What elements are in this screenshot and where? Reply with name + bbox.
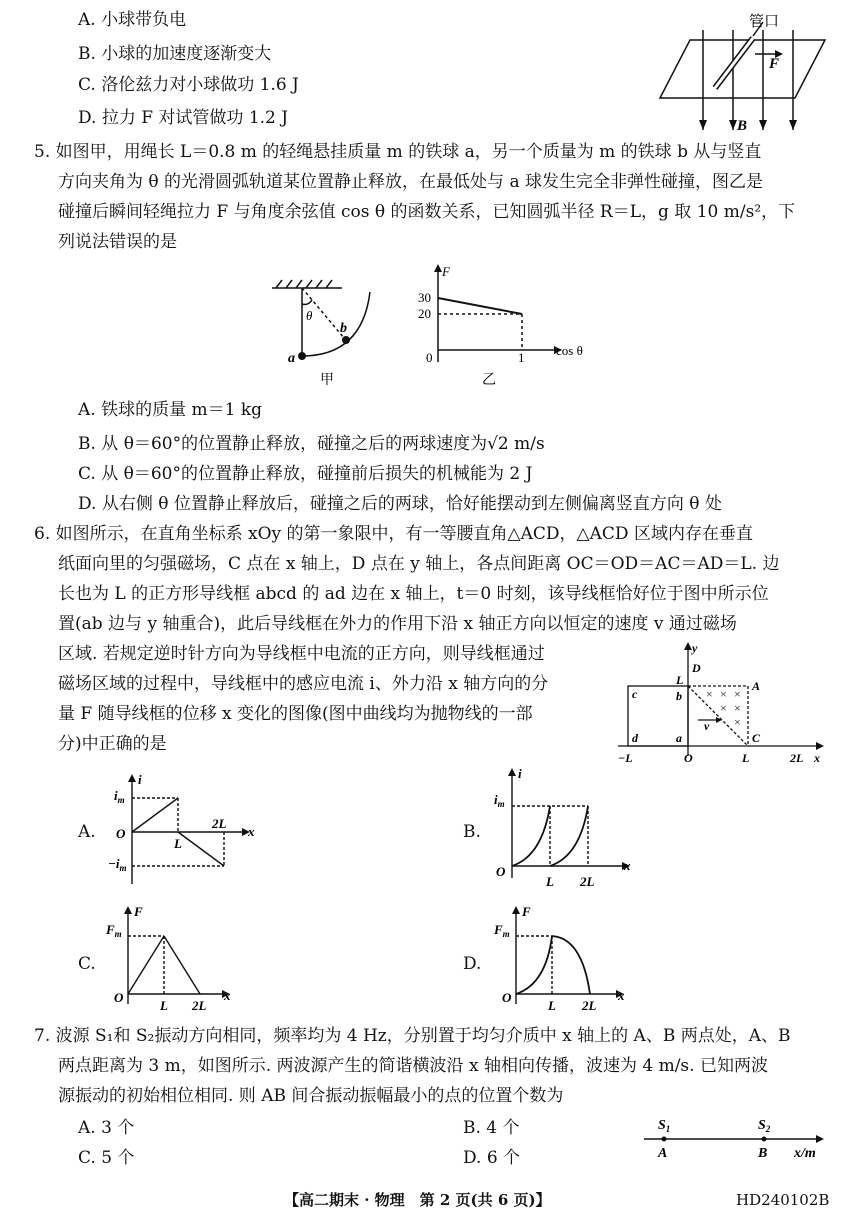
q5-figure-jia — [262, 270, 392, 388]
q6-Lx-label: L — [742, 751, 750, 765]
svg-text:×: × — [706, 687, 713, 701]
q6-c-label: c — [632, 687, 638, 701]
q7-option-a: A. 3 个 — [78, 1118, 135, 1138]
q6-y-label: y — [692, 641, 698, 655]
q6-c-L-label: L — [160, 998, 168, 1012]
svg-text:×: × — [720, 687, 727, 701]
q5-theta-label: θ — [306, 308, 313, 323]
q4-option-b: B. 小球的加速度逐渐变大 — [78, 44, 272, 64]
q6-d-O-label: O — [502, 990, 512, 1005]
q6-stem-line4: 置(ab 边与 y 轴重合)，此后导线框在外力的作用下沿 x 轴正方向以恒定的速度 v 通过磁场 — [58, 614, 737, 634]
q5-ball-a-label: a — [288, 351, 295, 366]
q7-option-c: C. 5 个 — [78, 1148, 135, 1168]
q6-D-label: D — [692, 661, 701, 675]
q6-b-L-label: L — [546, 874, 554, 889]
q4-field-label: B — [737, 118, 748, 134]
q4-option-c: C. 洛伦兹力对小球做功 1.6 J — [78, 75, 299, 95]
q6-d-fm-label: $F_m$ — [494, 922, 510, 939]
svg-text:×: × — [720, 701, 727, 715]
q6-main-figure — [614, 640, 826, 766]
q5-ball-b-label: b — [340, 321, 347, 336]
q6-c-O-label: O — [114, 990, 124, 1005]
q6-b-im-label: $i_m$ — [494, 792, 505, 809]
q4-force-label: F — [769, 56, 780, 72]
q6-a-2L-label: 2L — [212, 816, 227, 831]
q6-a-im-label: $i_m$ — [114, 788, 125, 805]
q4-tube-mouth-label: 管口 — [749, 14, 780, 30]
q5-option-a: A. 铁球的质量 m＝1 kg — [78, 400, 263, 420]
q6-v-label: v — [704, 719, 710, 733]
q6-stem-line3: 长也为 L 的正方形导线框 abcd 的 ad 边在 x 轴上，t＝0 时刻，该导线框恰好位于图中所示位 — [58, 584, 769, 604]
q6-stem-line6: 磁场区域的过程中，导线框中的感应电流 i、外力沿 x 轴方向的分 — [58, 674, 549, 694]
q5-stem-line3: 碰撞后瞬间轻绳拉力 F 与角度余弦值 cos θ 的函数关系，已知圆弧半径 R＝L，g 取 10 m/s²，下 — [58, 202, 796, 222]
q5-stem-line1: 5. 如图甲，用绳长 L＝0.8 m 的轻绳悬挂质量 m 的铁球 a，另一个质量为 m 的铁球 b 从与竖直 — [34, 142, 762, 162]
q6-option-b-letter: B. — [463, 822, 481, 842]
footer-page-info: 【高二期末 · 物理 第 2 页(共 6 页)】 — [284, 1191, 551, 1209]
q6-a-neg-im-label: $-i_m$ — [108, 856, 127, 873]
q7-s1-label: $S_1$ — [658, 1118, 671, 1134]
q6-a-label: a — [676, 731, 682, 745]
q7-stem-line2: 两点距离为 3 m，如图所示. 两波源产生的简谐横波沿 x 轴相向传播，波速为 4 m/s. 已知两波 — [58, 1056, 768, 1076]
q6-stem-line1: 6. 如图所示，在直角坐标系 xOy 的第一象限中，有一等腰直角△ACD，△ACD 区域内存在垂直 — [34, 524, 753, 544]
q6-b-label: b — [676, 689, 682, 703]
q6-option-a-graph — [106, 772, 256, 890]
q7-A-label: A — [658, 1146, 668, 1161]
q6-2L-label: 2L — [790, 751, 804, 765]
q5-x1-label: 1 — [518, 350, 525, 365]
q6-a-L-label: L — [174, 836, 182, 851]
q7-B-label: B — [758, 1146, 768, 1161]
q6-c-ylabel: F — [134, 904, 143, 919]
q6-x-label: x — [814, 751, 820, 765]
q6-O-label: O — [684, 751, 693, 765]
q5-caption-yi: 乙 — [482, 373, 496, 388]
q6-option-c-graph — [106, 904, 236, 1012]
q6-stem-line7: 量 F 随导线框的位移 x 变化的图像(图中曲线均为抛物线的一部 — [58, 704, 533, 724]
q6-d-ylabel: F — [522, 904, 531, 919]
q5-stem-line2: 方向夹角为 θ 的光滑圆弧轨道某位置静止释放，在最低处与 a 球发生完全非弹性碰撞，图乙是 — [58, 172, 763, 192]
q6-d-2L-label: 2L — [582, 998, 597, 1012]
q5-cos-axis-label: cos θ — [556, 343, 583, 358]
q6-minusL-label: −L — [618, 751, 633, 765]
q6-d-x-label: x — [618, 988, 625, 1003]
q5-option-b: B. 从 θ＝60°的位置静止释放，碰撞之后的两球速度为√2 m/s — [78, 434, 545, 454]
footer-code: HD240102B — [736, 1191, 830, 1209]
svg-text:×: × — [734, 687, 741, 701]
q6-b-O-label: O — [496, 864, 506, 879]
q6-d-L-label: L — [548, 998, 556, 1012]
q7-option-b: B. 4 个 — [463, 1118, 520, 1138]
svg-text:×: × — [734, 715, 741, 729]
q6-A-label: A — [752, 679, 761, 693]
q5-stem-line4: 列说法错误的是 — [58, 232, 177, 252]
q6-b-2L-label: 2L — [580, 874, 595, 889]
q5-y20-label: 20 — [418, 306, 431, 321]
q6-option-d-graph — [490, 904, 630, 1012]
q7-stem-line1: 7. 波源 S₁和 S₂振动方向相同，频率均为 4 Hz，分别置于均匀介质中 x 轴上的 A、B 两点处，A、B — [34, 1026, 791, 1046]
q7-source-figure — [640, 1112, 830, 1162]
q6-a-O-label: O — [116, 826, 126, 841]
q6-d-label: d — [632, 731, 638, 745]
q4-option-d: D. 拉力 F 对试管做功 1.2 J — [78, 108, 289, 128]
q5-figure-yi — [408, 262, 588, 388]
q7-xm-label: x/m — [794, 1146, 816, 1161]
q5-F-axis-label: F — [442, 264, 450, 279]
q6-Ly-label: L — [676, 673, 684, 687]
q5-y30-label: 30 — [418, 290, 431, 305]
q6-c-x-label: x — [224, 988, 231, 1003]
q4-tube-figure — [655, 8, 835, 136]
q6-b-x-label: x — [624, 858, 631, 873]
q6-stem-line5: 区域. 若规定逆时针方向为导线框中电流的正方向，则导线框通过 — [58, 644, 545, 664]
q6-a-x-label: x — [248, 824, 255, 839]
q6-c-fm-label: $F_m$ — [106, 922, 122, 939]
q6-option-d-letter: D. — [463, 954, 482, 974]
q7-option-d: D. 6 个 — [463, 1148, 521, 1168]
svg-text:×: × — [734, 701, 741, 715]
q6-option-b-graph — [490, 766, 635, 892]
q5-caption-jia: 甲 — [320, 373, 334, 388]
q4-option-a: A. 小球带负电 — [78, 10, 187, 30]
q6-option-c-letter: C. — [78, 954, 96, 974]
q5-origin-label: 0 — [426, 350, 433, 365]
q6-option-a-letter: A. — [78, 822, 96, 842]
q6-stem-line8: 分)中正确的是 — [58, 734, 167, 754]
q6-c-2L-label: 2L — [192, 998, 207, 1012]
q5-option-d: D. 从右侧 θ 位置静止释放后，碰撞之后的两球，恰好能摆动到左侧偏离竖直方向 θ 处 — [78, 494, 722, 514]
q7-stem-line3: 源振动的初始相位相同. 则 AB 间合振动振幅最小的点的位置个数为 — [58, 1086, 564, 1106]
q6-C-label: C — [752, 731, 761, 745]
q6-stem-line2: 纸面向里的匀强磁场，C 点在 x 轴上，D 点在 y 轴上，各点间距离 OC＝OD＝AC＝AD＝L. 边 — [58, 554, 780, 574]
q5-option-c: C. 从 θ＝60°的位置静止释放，碰撞前后损失的机械能为 2 J — [78, 464, 533, 484]
q6-a-ylabel: i — [138, 772, 142, 787]
q6-b-ylabel: i — [518, 766, 522, 781]
q7-s2-label: $S_2$ — [758, 1118, 771, 1134]
